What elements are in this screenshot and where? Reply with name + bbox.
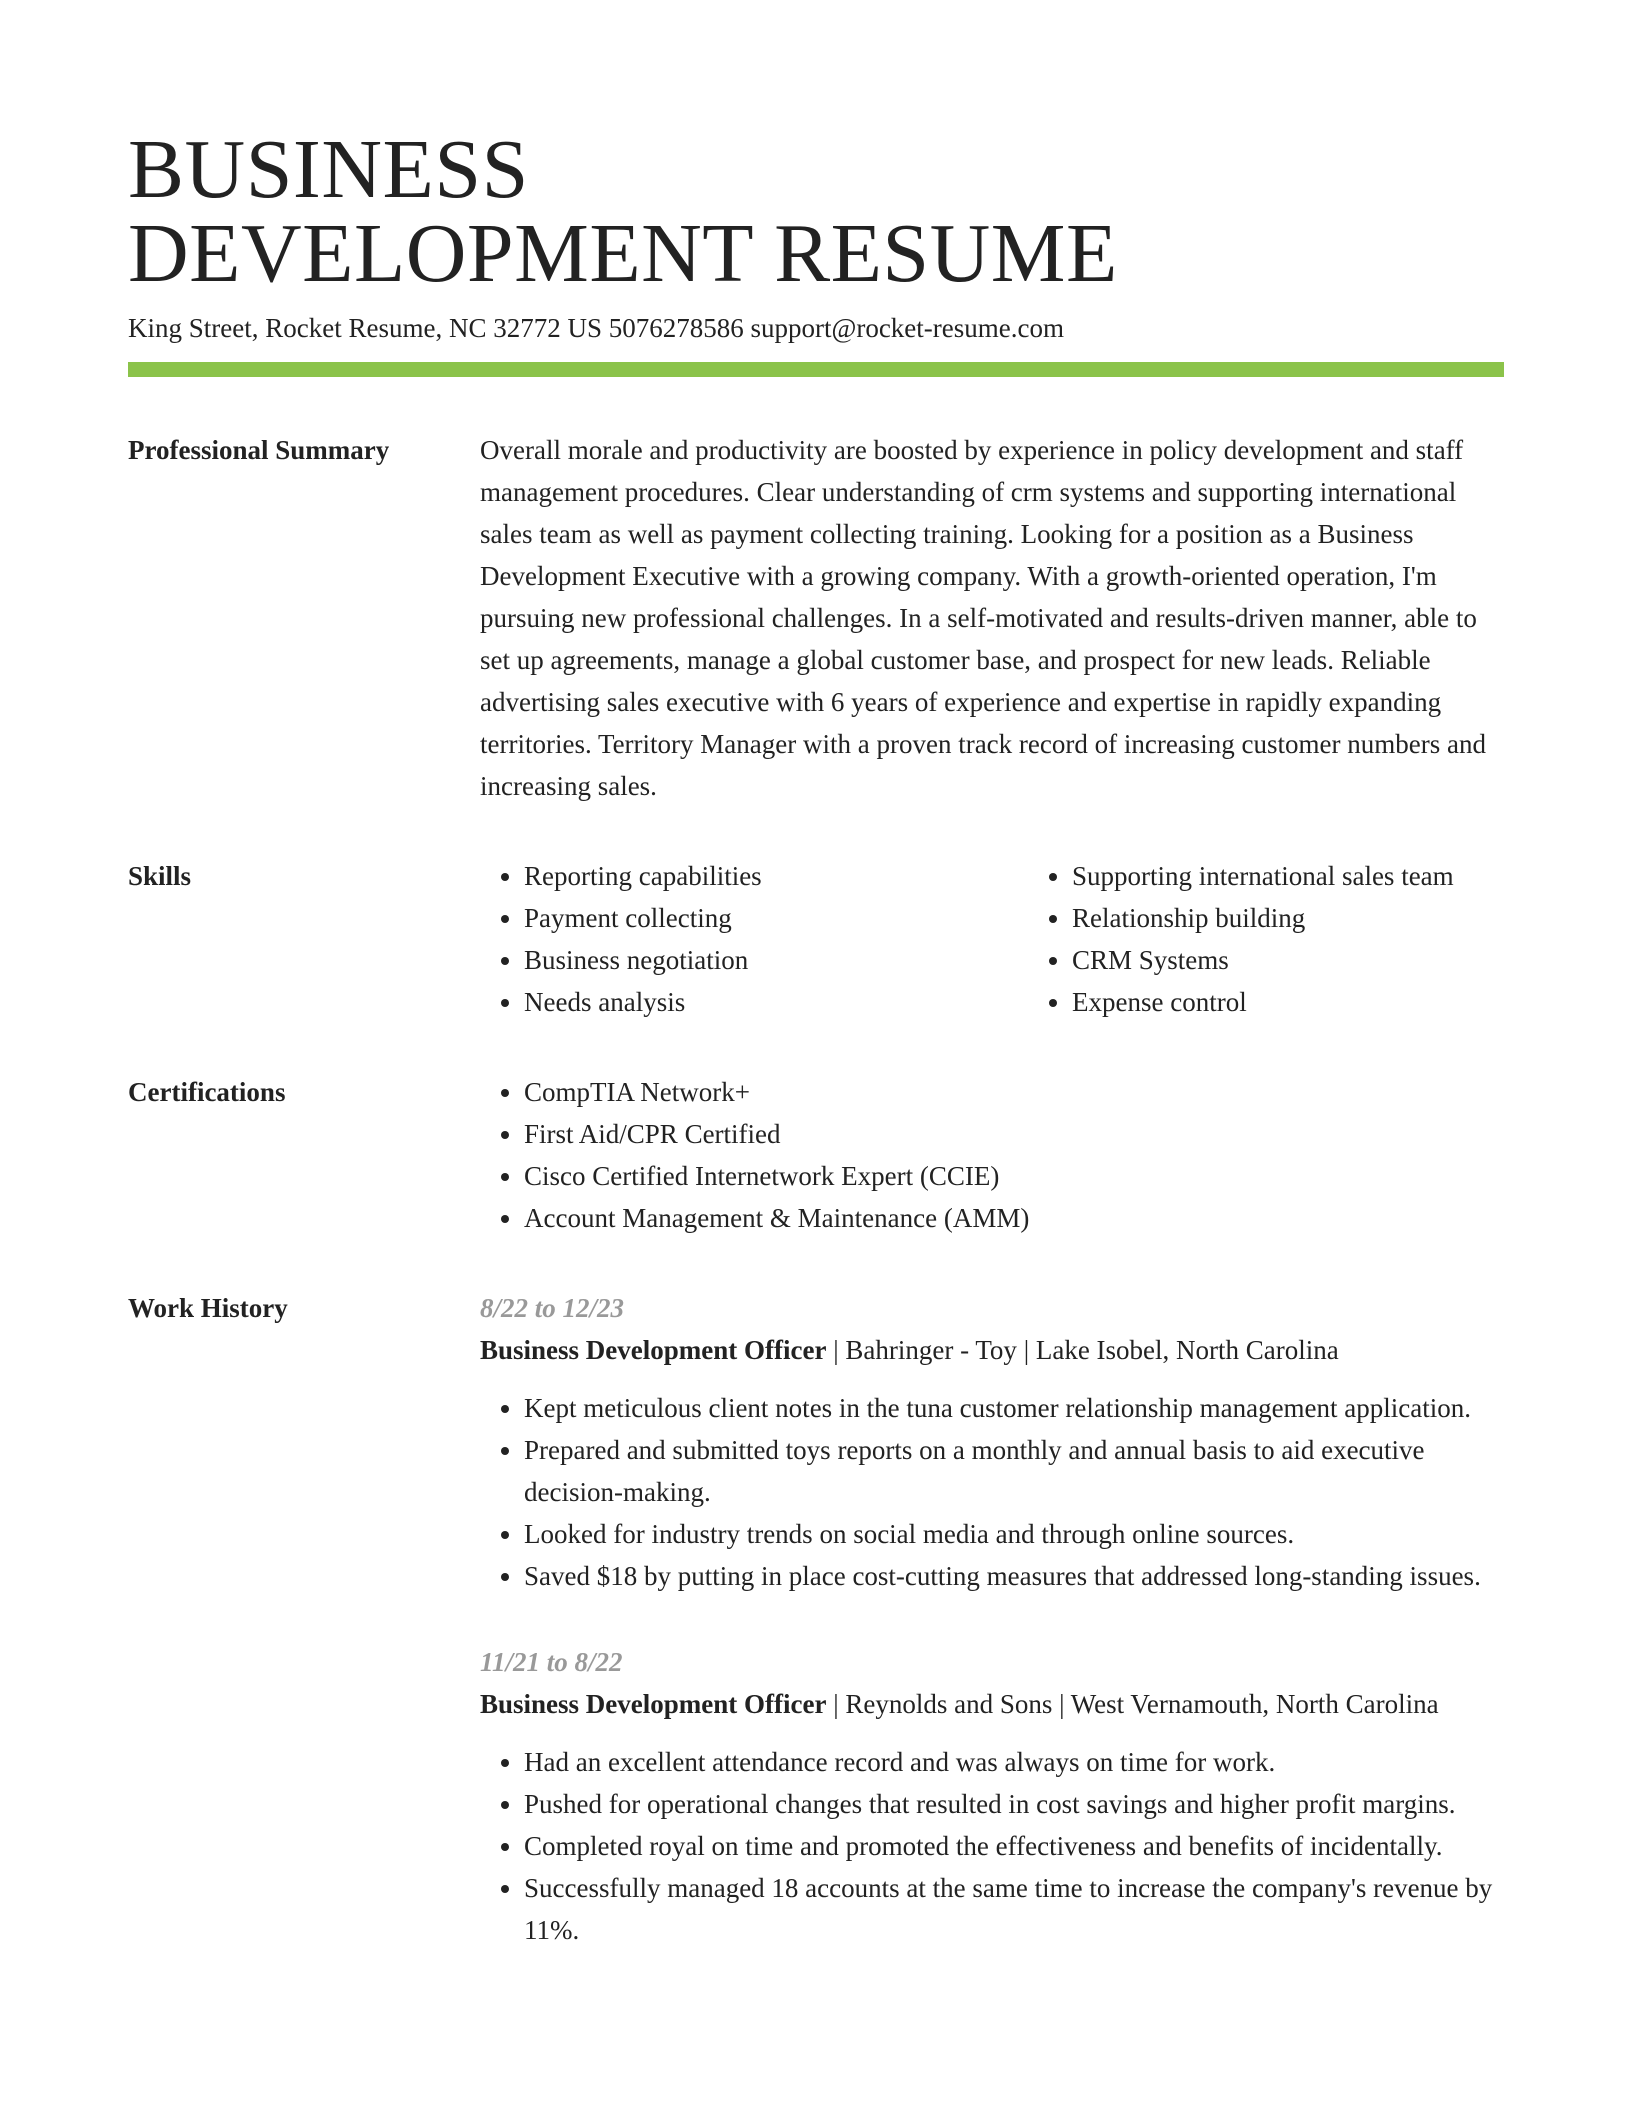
certifications-list <box>480 1071 1504 1239</box>
job-location: | Lake Isobel, North Carolina <box>1017 1335 1339 1365</box>
header-accent-rule <box>128 362 1504 377</box>
resume-title-line-1: BUSINESS <box>128 123 529 216</box>
resume-title-line-2: DEVELOPMENT RESUME <box>128 207 1118 300</box>
certifications-section <box>128 1071 1504 1239</box>
job-bullet: • Saved $18 by putting in place cost-cutting measures that addressed long-standing issues. <box>524 1555 1504 1597</box>
job-location: | West Vernamouth, North Carolina <box>1052 1689 1438 1719</box>
skill-item: • Relationship building <box>1072 897 1576 939</box>
work-history-label: Work History <box>128 1293 288 1323</box>
contact-line <box>128 310 1504 346</box>
job-entry <box>480 1287 1504 1597</box>
job-dates: 8/22 to 12/23 <box>480 1293 625 1323</box>
skills-label: Skills <box>128 861 192 891</box>
job-dates: 11/21 to 8/22 <box>480 1647 623 1677</box>
job-bullet: • Completed royal on time and promoted the effectiveness and benefits of incidentally. <box>524 1825 1504 1867</box>
skill-item: • Reporting capabilities <box>524 855 1028 897</box>
skill-item: • Expense control <box>1072 981 1576 1023</box>
certification-item: • CompTIA Network+ <box>524 1071 1504 1113</box>
skills-list-column-1 <box>480 855 1028 1023</box>
job-bullets <box>480 1387 1504 1597</box>
job-entry <box>480 1641 1504 1951</box>
skill-item: • Needs analysis <box>524 981 1028 1023</box>
work-history-section <box>128 1287 1504 1995</box>
summary-text: Overall morale and productivity are boosted by experience in policy development and staff management procedures. Clear understanding of crm systems and supporting international sales team as well as payment collecting training. Looking for a position as a Business Development Executive with a growing company. With a growth-oriented operation, I'm pursuing new professional challenges. In a self-motivated and results-driven manner, able to set up agreements, manage a global customer base, and prospect for new leads. Reliable advertising sales executive with 6 years of experience and expertise in rapidly expanding territories. Territory Manager with a proven track record of increasing customer numbers and increasing sales. <box>480 435 1486 801</box>
job-bullets <box>480 1741 1504 1951</box>
job-bullet: • Looked for industry trends on social media and through online sources. <box>524 1513 1504 1555</box>
contact-address: King Street, Rocket Resume, NC 32772 US <box>128 313 602 343</box>
skills-list-column-2 <box>1028 855 1576 1023</box>
skills-grid <box>480 855 1576 1023</box>
skills-section <box>128 855 1504 1023</box>
certification-item: • First Aid/CPR Certified <box>524 1113 1504 1155</box>
job-heading <box>480 1329 1504 1371</box>
job-title: Business Development Officer <box>480 1689 827 1719</box>
resume-page <box>128 123 1504 1995</box>
job-title: Business Development Officer <box>480 1335 827 1365</box>
summary-section <box>128 429 1504 807</box>
job-company: | Reynolds and Sons <box>826 1689 1052 1719</box>
certifications-label: Certifications <box>128 1077 286 1107</box>
job-bullet: • Pushed for operational changes that resulted in cost savings and higher profit margins. <box>524 1783 1504 1825</box>
job-company: | Bahringer - Toy <box>826 1335 1016 1365</box>
skill-item: • CRM Systems <box>1072 939 1576 981</box>
job-bullet: • Prepared and submitted toys reports on a monthly and annual basis to aid executive decision-making. <box>524 1429 1504 1513</box>
job-bullet: • Had an excellent attendance record and was always on time for work. <box>524 1741 1504 1783</box>
job-bullet: • Successfully managed 18 accounts at the same time to increase the company's revenue by 11%. <box>524 1867 1504 1951</box>
skill-item: • Supporting international sales team <box>1072 855 1576 897</box>
job-heading <box>480 1683 1504 1725</box>
contact-email: support@rocket-resume.com <box>750 313 1064 343</box>
certification-item: • Account Management & Maintenance (AMM) <box>524 1197 1504 1239</box>
contact-phone: 5076278586 <box>608 313 744 343</box>
skill-item: • Payment collecting <box>524 897 1028 939</box>
resume-title <box>128 123 1504 300</box>
skill-item: • Business negotiation <box>524 939 1028 981</box>
job-bullet: • Kept meticulous client notes in the tuna customer relationship management application. <box>524 1387 1504 1429</box>
summary-label: Professional Summary <box>128 435 390 465</box>
certification-item: • Cisco Certified Internetwork Expert (CCIE) <box>524 1155 1504 1197</box>
